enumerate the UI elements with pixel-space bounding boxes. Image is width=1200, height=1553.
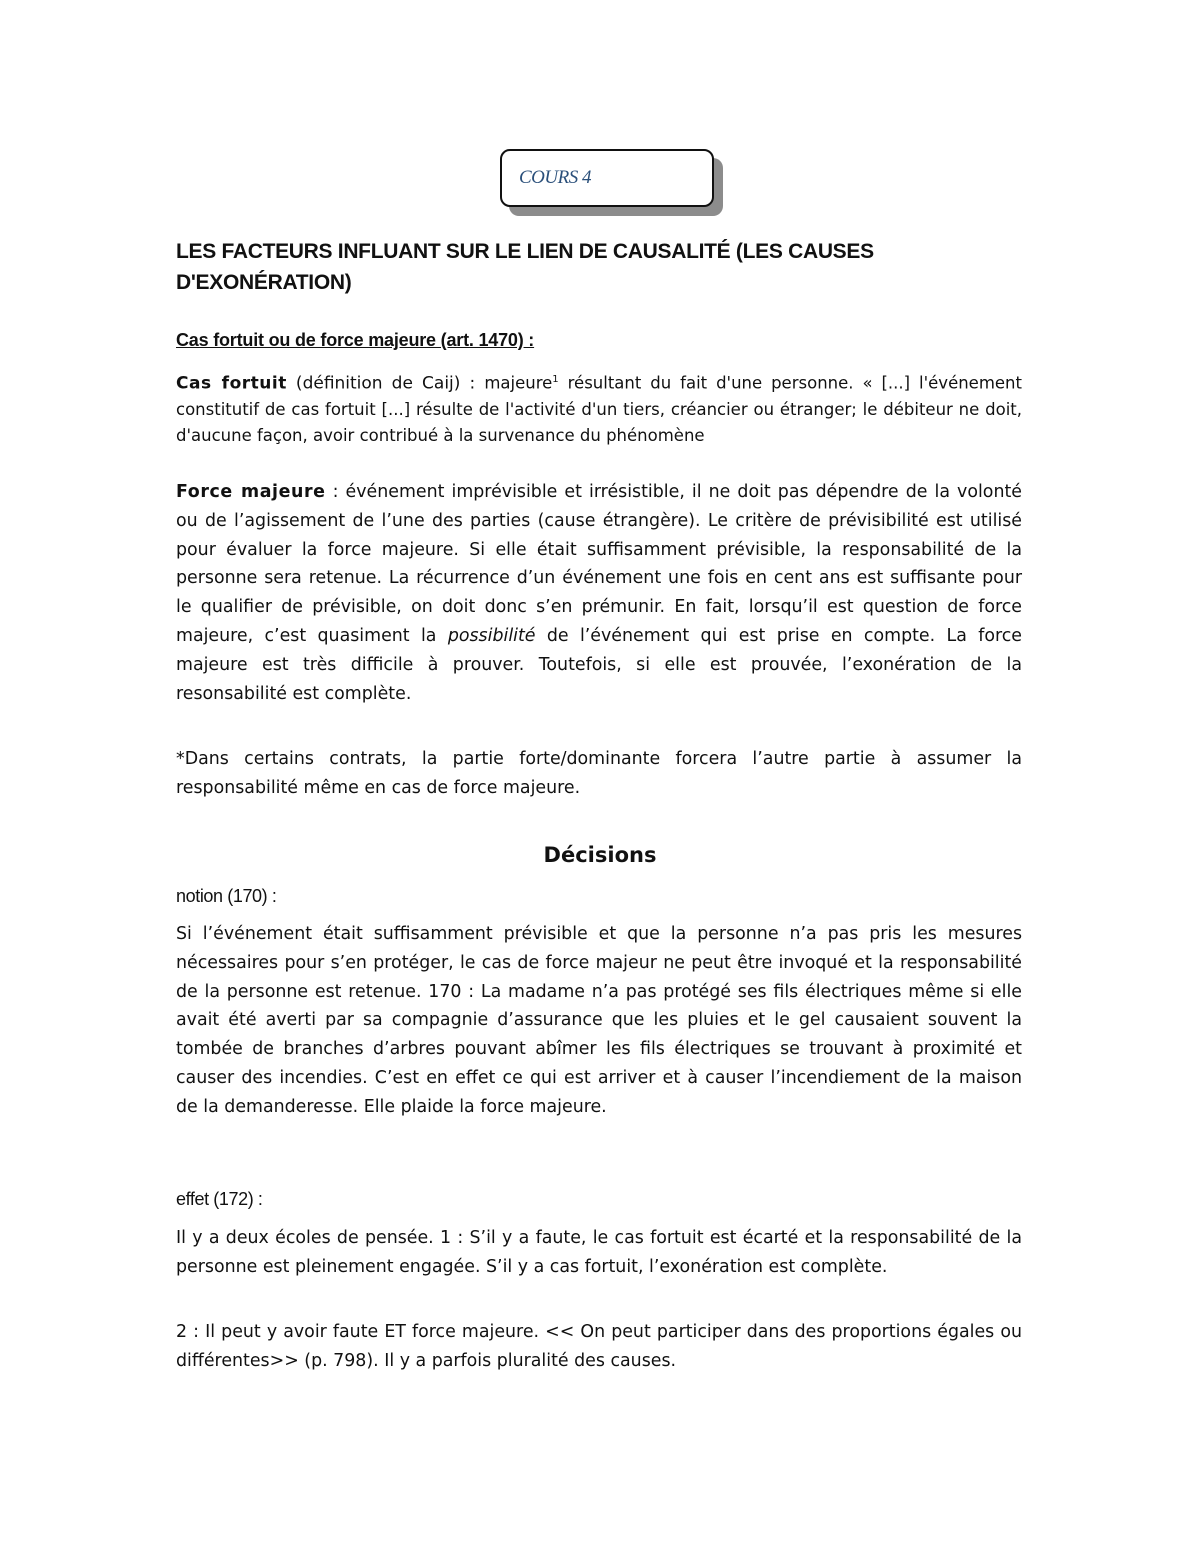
term-cas-fortuit: Cas fortuit bbox=[176, 373, 287, 394]
paragraph-force-majeure bbox=[176, 478, 1022, 708]
section-heading-cas-fortuit: Cas fortuit ou de force majeure (art. 1470) : bbox=[176, 330, 535, 350]
paragraph-note: *Dans certains contrats, la partie forte/dominante forcera l’autre partie à assumer la responsabilité même en cas de force majeure. bbox=[176, 749, 1022, 798]
document-title: LES FACTEURS INFLUANT SUR LE LIEN DE CAUSALITÉ (LES CAUSES D'EXONÉRATION) bbox=[176, 240, 874, 294]
paragraph-notion: Si l’événement était suffisamment prévisible et que la personne n’a pas pris les mesures nécessaires pour s’en protéger, le cas de force majeur ne peut être invoqué et la responsabilité de la personne est retenue. 170 : La madame n’a pas protégé ses fils électriques même si elle avait été averti par sa compagnie d’assurance que les pluies et le gel causaient souvent la tombée de branches d’arbres pouvant abîmer les fils électriques se trouvant à proximité et causer des incendies. C’est en effet ce qui est arriver et à causer l’incendiement de la maison de la demanderesse. Elle plaide la force majeure. bbox=[176, 924, 1022, 1117]
cas-fortuit-text-1: majeure bbox=[484, 373, 553, 393]
course-badge bbox=[500, 149, 714, 207]
definition-label: (définition de Caij) : bbox=[286, 373, 485, 394]
emphasis-possibilite: possibilité bbox=[447, 625, 536, 646]
footnote-mark: 1 bbox=[552, 374, 559, 385]
decisions-heading: Décisions bbox=[543, 843, 657, 867]
cas-fortuit-text-2: résultant du fait d'une personne. « [...] l'événement constitutif de cas fortuit [...] résulte de l'activité d'un tiers, créancier ou étranger; le débiteur ne doit, d'aucune façon, avoir contribué à la survenance du phénomène bbox=[176, 373, 1022, 445]
notion-label: notion (170) : bbox=[176, 886, 277, 906]
paragraph-effet-2: 2 : Il peut y avoir faute ET force majeure. << On peut participer dans des proportions égales ou différentes>> (p. 798). Il y a parfois pluralité des causes. bbox=[176, 1322, 1022, 1371]
paragraph-cas-fortuit bbox=[176, 367, 1022, 449]
badge-label: COURS 4 bbox=[519, 167, 591, 188]
force-majeure-text-2: de l’événement qui est prise en compte. La force majeure est très difficile à prouver. Toutefois, si elle est prouvée, l’exonération de la resonsabilité est complète. bbox=[176, 625, 1022, 704]
term-force-majeure: Force majeure bbox=[176, 482, 326, 502]
badge-box bbox=[500, 149, 714, 207]
paragraph-effet-1: Il y a deux écoles de pensée. 1 : S’il y a faute, le cas fortuit est écarté et la responsabilité de la personne est pleinement engagée. S’il y a cas fortuit, l’exonération est complète. bbox=[176, 1228, 1022, 1277]
effet-label: effet (172) : bbox=[176, 1189, 263, 1209]
force-majeure-text-1: : événement imprévisible et irrésistible, il ne doit pas dépendre de la volonté ou de l’agissement de l’une des parties (cause étrangère). Le critère de prévisibilité est utilisé pour évaluer la force majeure. Si elle était suffisamment prévisible, la responsabilité de la personne sera retenue. La récurrence d’un événement une fois en cent ans est suffisante pour le qualifier de prévisible, on doit donc s’en prémunir. En fait, lorsqu’il est question de force majeure, c’est quasiment la bbox=[176, 482, 1022, 646]
